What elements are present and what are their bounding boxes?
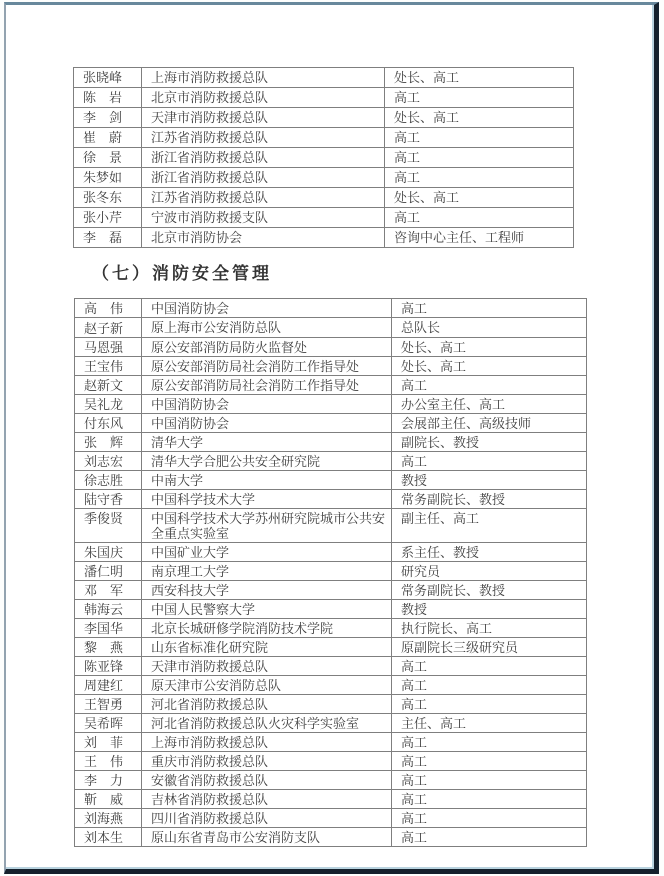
title-cell: 处长、高工 [392, 338, 587, 357]
table-row [75, 771, 587, 790]
org-cell: 江苏省消防救援总队 [142, 128, 385, 148]
name-cell: 朱国庆 [75, 543, 142, 562]
name-cell: 潘仁明 [75, 562, 142, 581]
name-cell: 张晓峰 [74, 68, 142, 88]
table-row [74, 108, 574, 128]
table-row [75, 714, 587, 733]
title-cell: 系主任、教授 [392, 543, 587, 562]
table-row [75, 790, 587, 809]
title-cell: 总队长 [392, 318, 587, 338]
title-cell: 高工 [392, 676, 587, 695]
table-row [75, 376, 587, 395]
name-cell: 陈 岩 [74, 88, 142, 108]
org-cell: 中国科学技术大学苏州研究院城市公共安全重点实验室 [142, 509, 392, 543]
table-row [74, 88, 574, 108]
table-row [74, 128, 574, 148]
org-cell: 上海市消防救援总队 [142, 733, 392, 752]
name-cell: 韩海云 [75, 600, 142, 619]
name-cell: 刘海燕 [75, 809, 142, 828]
org-cell: 浙江省消防救援总队 [142, 148, 385, 168]
org-cell: 中国矿业大学 [142, 543, 392, 562]
table-row [74, 148, 574, 168]
title-cell: 教授 [392, 471, 587, 490]
org-cell: 原公安部消防局社会消防工作指导处 [142, 376, 392, 395]
title-cell: 会展部主任、高级技师 [392, 414, 587, 433]
org-cell: 江苏省消防救援总队 [142, 188, 385, 208]
table-row [75, 414, 587, 433]
table-row [75, 338, 587, 357]
name-cell: 张小芹 [74, 208, 142, 228]
title-cell: 高工 [392, 376, 587, 395]
name-cell: 徐志胜 [75, 471, 142, 490]
org-cell: 中国消防协会 [142, 299, 392, 318]
org-cell: 原公安部消防局社会消防工作指导处 [142, 357, 392, 376]
name-cell: 付东风 [75, 414, 142, 433]
name-cell: 靳 威 [75, 790, 142, 809]
org-cell: 安徽省消防救援总队 [142, 771, 392, 790]
org-cell: 河北省消防救援总队 [142, 695, 392, 714]
name-cell: 李国华 [75, 619, 142, 638]
table-row [74, 188, 574, 208]
org-cell: 浙江省消防救援总队 [142, 168, 385, 188]
table-row [75, 828, 587, 847]
title-cell: 高工 [385, 128, 574, 148]
roster-table-fire-safety-management [74, 298, 587, 847]
title-cell: 高工 [385, 88, 574, 108]
org-cell: 河北省消防救援总队火灾科学实验室 [142, 714, 392, 733]
name-cell: 陈亚锋 [75, 657, 142, 676]
table-row [74, 168, 574, 188]
title-cell: 常务副院长、教授 [392, 490, 587, 509]
title-cell: 处长、高工 [392, 357, 587, 376]
name-cell: 李 磊 [74, 228, 142, 248]
title-cell: 办公室主任、高工 [392, 395, 587, 414]
org-cell: 中国人民警察大学 [142, 600, 392, 619]
name-cell: 吴希晖 [75, 714, 142, 733]
org-cell: 宁波市消防救援支队 [142, 208, 385, 228]
table-row [75, 657, 587, 676]
name-cell: 刘本生 [75, 828, 142, 847]
roster-table-upper-body [74, 68, 574, 248]
name-cell: 王宝伟 [75, 357, 142, 376]
title-cell: 高工 [392, 733, 587, 752]
org-cell: 天津市消防救援总队 [142, 657, 392, 676]
org-cell: 中国科学技术大学 [142, 490, 392, 509]
title-cell: 执行院长、高工 [392, 619, 587, 638]
name-cell: 赵子新 [75, 318, 142, 338]
table-row [75, 676, 587, 695]
name-cell: 王 伟 [75, 752, 142, 771]
org-cell: 中国消防协会 [142, 414, 392, 433]
title-cell: 处长、高工 [385, 188, 574, 208]
name-cell: 李 剑 [74, 108, 142, 128]
org-cell: 南京理工大学 [142, 562, 392, 581]
table-row [75, 433, 587, 452]
name-cell: 徐 景 [74, 148, 142, 168]
title-cell: 处长、高工 [385, 68, 574, 88]
title-cell: 高工 [392, 828, 587, 847]
title-cell: 原副院长三级研究员 [392, 638, 587, 657]
table-row [75, 509, 587, 543]
table-row [75, 357, 587, 376]
title-cell: 高工 [392, 790, 587, 809]
table-row [75, 471, 587, 490]
table-row [75, 299, 587, 318]
name-cell: 黎 燕 [75, 638, 142, 657]
table-row [75, 695, 587, 714]
title-cell: 高工 [392, 809, 587, 828]
table-row [75, 562, 587, 581]
page-border [4, 2, 659, 874]
org-cell: 天津市消防救援总队 [142, 108, 385, 128]
org-cell: 上海市消防救援总队 [142, 68, 385, 88]
name-cell: 邓 军 [75, 581, 142, 600]
name-cell: 周建红 [75, 676, 142, 695]
title-cell: 常务副院长、教授 [392, 581, 587, 600]
title-cell: 高工 [392, 695, 587, 714]
table-row [75, 395, 587, 414]
table-row [75, 452, 587, 471]
title-cell: 高工 [385, 168, 574, 188]
roster-table-upper [73, 67, 574, 248]
name-cell: 刘志宏 [75, 452, 142, 471]
title-cell: 高工 [392, 752, 587, 771]
title-cell: 高工 [392, 771, 587, 790]
org-cell: 中国消防协会 [142, 395, 392, 414]
org-cell: 原上海市公安消防总队 [142, 318, 392, 338]
title-cell: 高工 [385, 208, 574, 228]
title-cell: 处长、高工 [385, 108, 574, 128]
org-cell: 清华大学 [142, 433, 392, 452]
title-cell: 副主任、高工 [392, 509, 587, 543]
org-cell: 北京市消防救援总队 [142, 88, 385, 108]
org-cell: 重庆市消防救援总队 [142, 752, 392, 771]
name-cell: 季俊贤 [75, 509, 142, 543]
name-cell: 崔 蔚 [74, 128, 142, 148]
title-cell: 高工 [385, 148, 574, 168]
org-cell: 原山东省青岛市公安消防支队 [142, 828, 392, 847]
name-cell: 赵新文 [75, 376, 142, 395]
table-row [75, 600, 587, 619]
name-cell: 刘 菲 [75, 733, 142, 752]
org-cell: 原公安部消防局防火监督处 [142, 338, 392, 357]
table-row [75, 543, 587, 562]
table-row [75, 733, 587, 752]
title-cell: 咨询中心主任、工程师 [385, 228, 574, 248]
table-row [74, 68, 574, 88]
table-row [75, 490, 587, 509]
org-cell: 四川省消防救援总队 [142, 809, 392, 828]
org-cell: 北京市消防协会 [142, 228, 385, 248]
org-cell: 中南大学 [142, 471, 392, 490]
org-cell: 原天津市公安消防总队 [142, 676, 392, 695]
table-row [75, 638, 587, 657]
roster-table-fire-safety-management-body [75, 299, 587, 847]
name-cell: 陆守香 [75, 490, 142, 509]
title-cell: 研究员 [392, 562, 587, 581]
org-cell: 清华大学合肥公共安全研究院 [142, 452, 392, 471]
table-row [75, 619, 587, 638]
title-cell: 高工 [392, 657, 587, 676]
org-cell: 吉林省消防救援总队 [142, 790, 392, 809]
table-row [75, 581, 587, 600]
name-cell: 朱梦如 [74, 168, 142, 188]
name-cell: 王智勇 [75, 695, 142, 714]
org-cell: 北京长城研修学院消防技术学院 [142, 619, 392, 638]
name-cell: 吴礼龙 [75, 395, 142, 414]
org-cell: 山东省标准化研究院 [142, 638, 392, 657]
title-cell: 主任、高工 [392, 714, 587, 733]
table-row [75, 809, 587, 828]
table-row [75, 318, 587, 338]
name-cell: 马恩强 [75, 338, 142, 357]
title-cell: 副院长、教授 [392, 433, 587, 452]
title-cell: 教授 [392, 600, 587, 619]
table-row [74, 208, 574, 228]
table-row [75, 752, 587, 771]
name-cell: 张冬东 [74, 188, 142, 208]
title-cell: 高工 [392, 452, 587, 471]
name-cell: 张 辉 [75, 433, 142, 452]
name-cell: 高 伟 [75, 299, 142, 318]
org-cell: 西安科技大学 [142, 581, 392, 600]
table-row [74, 228, 574, 248]
section-heading: （七）消防安全管理 [92, 264, 272, 283]
title-cell: 高工 [392, 299, 587, 318]
name-cell: 李 力 [75, 771, 142, 790]
